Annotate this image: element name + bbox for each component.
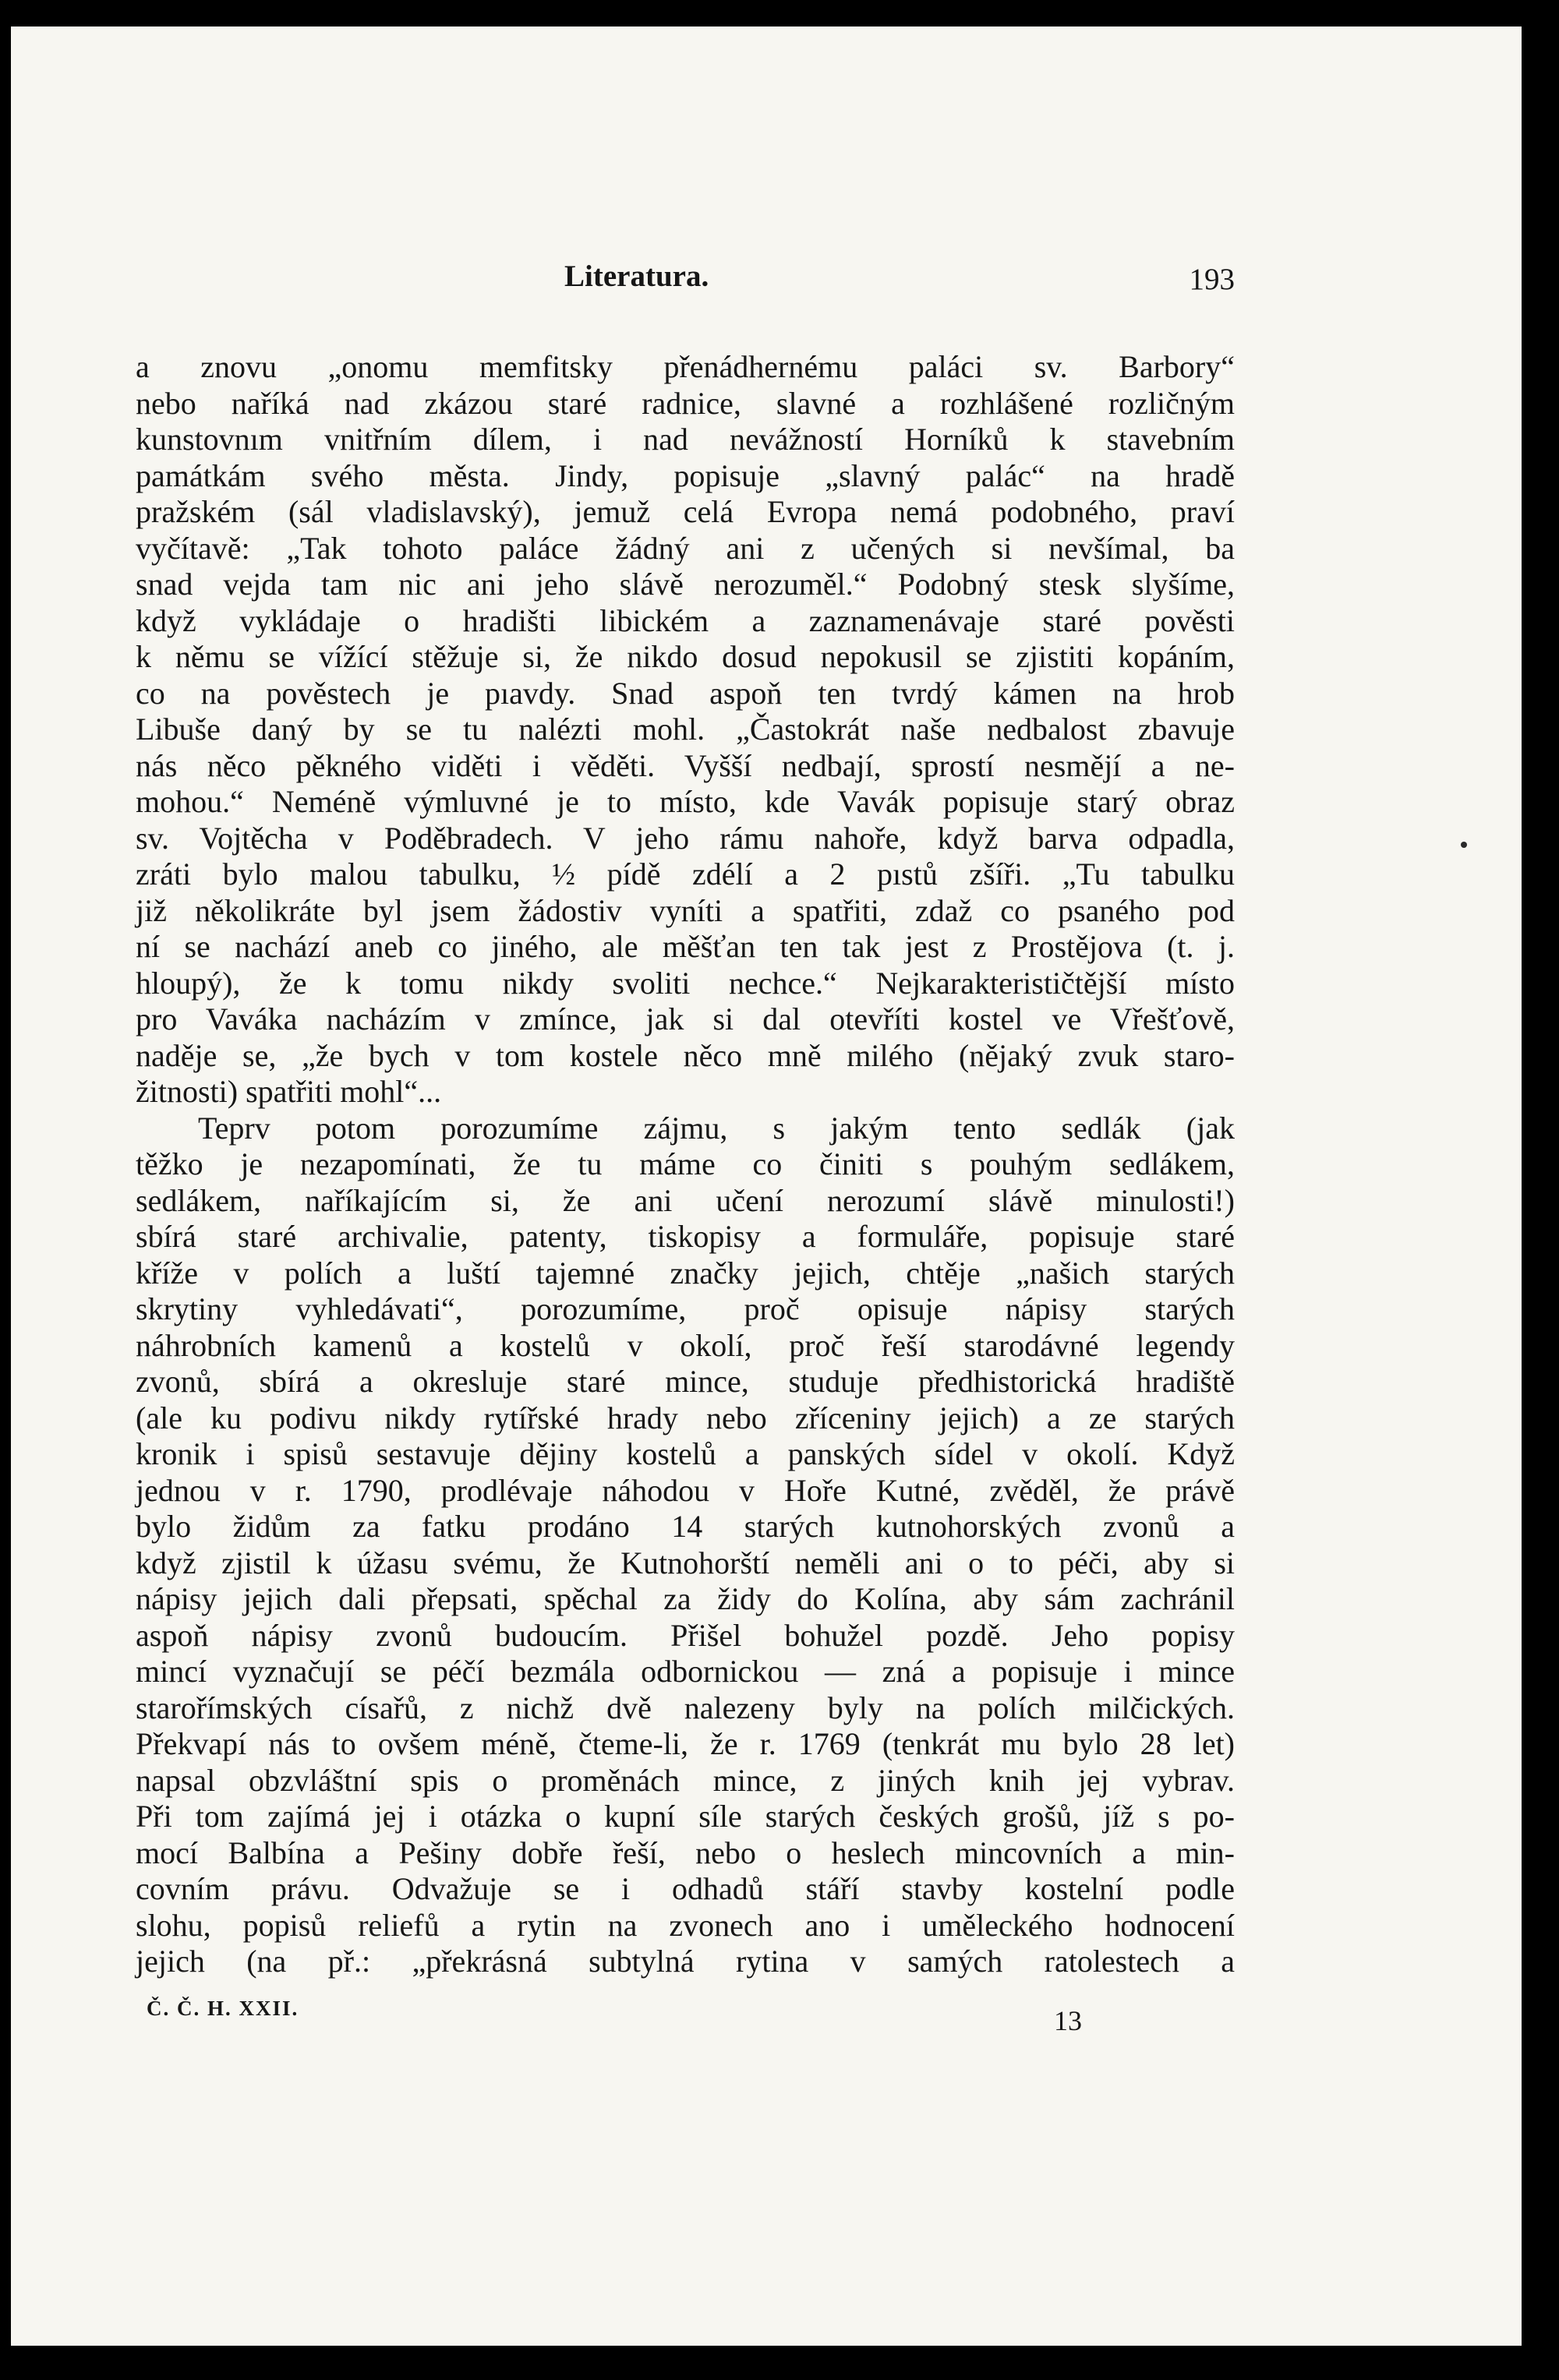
text-line: kříže v polích a luští tajemné značky jejich, chtěje „našich starých	[136, 1255, 1235, 1291]
text-line: bylo židům za fatku prodáno 14 starých kutnohorských zvonů a	[136, 1509, 1235, 1544]
text-line: Překvapí nás to ovšem méně, čteme-li, že r. 1769 (tenkrát mu bylo 28 let)	[136, 1726, 1235, 1761]
text-line: sv. Vojtěcha v Poděbradech. V jeho rámu nahoře, když barva odpadla,	[136, 820, 1235, 856]
text-line: zráti bylo malou tabulku, ½ pídě zdélí a 2 pıstů zšíři. „Tu tabulku	[136, 856, 1235, 892]
text-line: žitnosti) spatřiti mohl“...	[136, 1074, 442, 1109]
text-line: covním právu. Odvažuje se i odhadů stáří stavby kostelní podle	[136, 1871, 1235, 1906]
text-line: hloupý), že k tomu nikdy svoliti nechce.“ Nejkarakterističtější místo	[136, 965, 1235, 1001]
text-line: (ale ku podivu nikdy rytířské hrady nebo zříceniny jejich) a ze starých	[136, 1400, 1235, 1435]
text-line: když zjistil k úžasu svému, že Kutnohorští neměli ani o to péči, aby si	[136, 1545, 1235, 1580]
text-line: sedlákem, naříkajícím si, že ani učení nerozumí slávě minulosti!)	[136, 1182, 1235, 1218]
text-line: a znovu „onomu memfitsky přenádhernému paláci sv. Barbory“	[136, 349, 1235, 384]
text-line: památkám svého města. Jindy, popisuje „slavný palác“ na hradě	[136, 457, 1235, 493]
paragraph-2	[136, 1111, 1235, 1980]
text-line: slohu, popisů reliefů a rytin na zvonech ano i uměleckého hodnocení	[136, 1907, 1235, 1943]
text-line: mincí vyznačují se péčí bezmála odbornickou — zná a popisuje i mince	[136, 1654, 1235, 1689]
text-line: již několikráte byl jsem žádostiv vyníti a spatřiti, zdaž co psaného pod	[136, 892, 1235, 928]
text-line: nás něco pěkného viděti i věděti. Vyšší nedbají, sprostí nesmějí a ne-	[136, 747, 1235, 783]
text-line: kunstovnım vnitřním dílem, i nad nevážností Horníků k stavebním	[136, 422, 1235, 457]
page-number: 193	[1189, 263, 1235, 296]
running-head-title: Literatura.	[564, 260, 709, 293]
text-line: nebo naříká nad zkázou staré radnice, slavné a rozhlášené rozličným	[136, 385, 1235, 421]
text-line: pro Vaváka nacházím v zmínce, jak si dal otevříti kostel ve Vřešťově,	[136, 1001, 1235, 1036]
text-line: kronik i spisů sestavuje dějiny kostelů a panských sídel v okolí. Když	[136, 1436, 1235, 1471]
text-line: jejich (na př.: „překrásná subtylná rytina v samých ratolestech a	[136, 1944, 1235, 1979]
text-line: mocí Balbína a Pešiny dobře řeší, nebo o heslech mincovních a min-	[136, 1834, 1235, 1870]
text-line: Teprv potom porozumíme zájmu, s jakým tento sedlák (jak	[198, 1110, 1235, 1146]
text-line: sbírá staré archivalie, patenty, tiskopisy a formuláře, popisuje staré	[136, 1219, 1235, 1254]
text-line: ní se nachází aneb co jiného, ale měšťan ten tak jest z Prostějova (t. j.	[136, 929, 1235, 964]
text-line: když vykládaje o hradišti libickém a zaznamenávaje staré pověsti	[136, 602, 1235, 638]
text-line: pražském (sál vladislavský), jemuž celá Evropa nemá podobného, praví	[136, 494, 1235, 529]
sheet-number: 13	[1054, 2005, 1082, 2036]
text-line: Libuše daný by se tu nalézti mohl. „Častokrát naše nedbalost zbavuje	[136, 712, 1235, 747]
text-line: jednou v r. 1790, prodlévaje náhodou v Hoře Kutné, zvěděl, že právě	[136, 1472, 1235, 1508]
printer-signature: Č. Č. H. XXII.	[147, 1997, 299, 2020]
text-line: nápisy jejich dali přepsati, spěchal za židy do Kolína, aby sám zachránil	[136, 1581, 1235, 1616]
text-line: zvonů, sbírá a okresluje staré mince, studuje předhistorická hradiště	[136, 1364, 1235, 1399]
text-line: skrytiny vyhledávati“, porozumíme, proč opisuje nápisy starých	[136, 1291, 1235, 1326]
text-line: k němu se vížící stěžuje si, že nikdo dosud nepokusil se zjistiti kopáním,	[136, 639, 1235, 674]
ink-speck	[1461, 842, 1467, 848]
text-line: Při tom zajímá jej i otázka o kupní síle starých českých grošů, jíž s po-	[136, 1799, 1235, 1834]
paragraph-1	[136, 349, 1235, 1111]
document-page	[11, 26, 1522, 2346]
text-line: naděje se, „že bych v tom kostele něco mně milého (nějaký zvuk staro-	[136, 1037, 1235, 1073]
page-footer	[136, 1997, 1235, 2043]
text-line: co na pověstech je pıavdy. Snad aspoň ten tvrdý kámen na hrob	[136, 675, 1235, 711]
text-line: mohou.“ Neméně výmluvné je to místo, kde Vavák popisuje starý obraz	[136, 784, 1235, 819]
body-text	[136, 349, 1235, 1980]
text-line: aspoň nápisy zvonů budoucím. Přišel bohužel pozdě. Jeho popisy	[136, 1617, 1235, 1653]
text-line: snad vejda tam nic ani jeho slávě nerozuměl.“ Podobný stesk slyšíme,	[136, 567, 1235, 602]
text-line: náhrobních kamenů a kostelů v okolí, proč řeší starodávné legendy	[136, 1327, 1235, 1363]
text-line: těžko je nezapomínati, že tu máme co činiti s pouhým sedlákem,	[136, 1146, 1235, 1181]
text-line: vyčítavě: „Tak tohoto paláce žádný ani z učených si nevšímal, ba	[136, 530, 1235, 566]
running-head	[136, 259, 1235, 298]
text-line: napsal obzvláštní spis o proměnách mince, z jiných knih jej vybrav.	[136, 1762, 1235, 1798]
text-line: starořímských císařů, z nichž dvě nalezeny byly na polích milčických.	[136, 1690, 1235, 1725]
